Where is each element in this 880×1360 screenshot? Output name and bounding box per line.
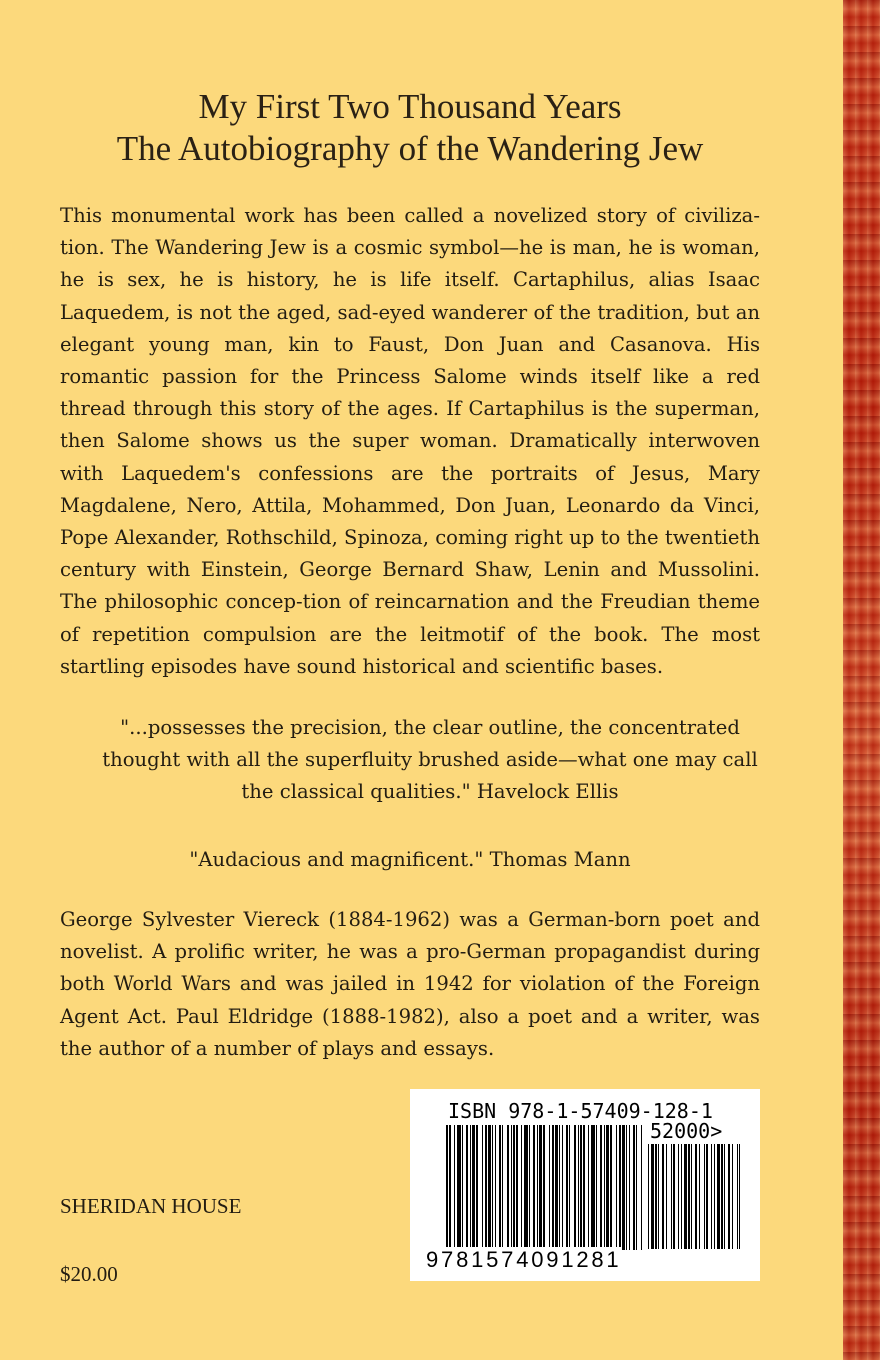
barcode-bar bbox=[513, 1125, 515, 1250]
barcode-bar bbox=[499, 1125, 501, 1250]
barcode-bar bbox=[454, 1125, 455, 1250]
barcode-bar bbox=[678, 1144, 679, 1249]
barcode-bar bbox=[666, 1144, 667, 1249]
barcode-bar bbox=[578, 1125, 579, 1250]
description-paragraph: This monumental work has been called a novelized story of civiliza-tion. The Wandering Jew is a cosmic symbol—he is man, he is woman, he is sex, he is history, he is life itself. Cartaphilus, alias Isaac Laquedem, is not the aged, sad-eyed wanderer of the tradition, but an elegant young man, kin to Faust, Don Juan and Casanova. His romantic passion for the Princess Salome winds itself like a red thread through this story of the ages. If Cartaphilus is the superman, then Salome shows us the super woman. Dramatically interwoven with Laquedem's confessions are the portraits of Jesus, Mary Magdalene, Nero, Attila, Mohammed, Don Juan, Leonardo da Vinci, Pope Alexander, Rothschild, Spinoza, coming right up to the twentieth century with Einstein, George Bernard Shaw, Lenin and Mussolini. The philosophic concep-tion of reincarnation and the Freudian theme of repetition compulsion are the leitmotif of the book. The most startling episodes have sound historical and scientific bases. bbox=[60, 204, 760, 678]
barcode-bar bbox=[559, 1125, 560, 1250]
barcode-bar bbox=[502, 1125, 503, 1250]
barcode-bar bbox=[655, 1144, 657, 1249]
price-code-label: 52000> bbox=[650, 1119, 723, 1143]
barcode-bar bbox=[717, 1144, 720, 1249]
barcode-bar bbox=[492, 1125, 493, 1250]
barcode-bar bbox=[691, 1144, 692, 1249]
barcode-bar bbox=[552, 1125, 554, 1250]
barcode-bar bbox=[684, 1144, 687, 1249]
barcode-bar bbox=[737, 1144, 738, 1249]
barcode-bar bbox=[604, 1125, 605, 1250]
barcode-bar bbox=[476, 1125, 478, 1250]
barcode-bar bbox=[732, 1144, 733, 1249]
book-title: My First Two Thousand Years bbox=[198, 87, 622, 126]
quote-line-3: the classical qualities." Havelock Ellis bbox=[241, 780, 619, 803]
barcode-bar bbox=[472, 1125, 475, 1250]
barcode-bar bbox=[539, 1125, 542, 1250]
barcode-bar bbox=[470, 1125, 471, 1250]
price-addon-bars bbox=[648, 1144, 740, 1249]
barcode-bar bbox=[636, 1125, 637, 1250]
barcode-bar bbox=[555, 1125, 558, 1250]
barcode-bar bbox=[466, 1125, 468, 1250]
barcode-bar bbox=[629, 1125, 630, 1250]
barcode-bar bbox=[711, 1144, 712, 1249]
barcode-bar bbox=[739, 1144, 740, 1249]
barcode-bar bbox=[588, 1125, 589, 1250]
barcode-bar bbox=[616, 1125, 617, 1250]
barcode-bar bbox=[446, 1125, 448, 1250]
barcode-bar bbox=[591, 1125, 595, 1250]
barcode-bar bbox=[566, 1125, 568, 1250]
barcode-bar bbox=[495, 1125, 496, 1250]
publisher-name: SHERIDAN HOUSE bbox=[60, 1194, 242, 1218]
barcode-bar bbox=[662, 1144, 664, 1249]
barcode-bar bbox=[721, 1144, 723, 1249]
barcode-bar bbox=[507, 1125, 509, 1250]
barcode-digits: 9781574091281 bbox=[426, 1247, 622, 1272]
barcode-bar bbox=[606, 1125, 609, 1250]
isbn-barcode bbox=[410, 1089, 760, 1281]
barcode-bar bbox=[462, 1125, 463, 1250]
book-subtitle: The Autobiography of the Wandering Jew bbox=[116, 129, 704, 168]
barcode-bar bbox=[488, 1125, 491, 1250]
barcode-bar bbox=[529, 1125, 530, 1250]
barcode-bar bbox=[482, 1125, 483, 1250]
barcode-bar bbox=[688, 1144, 690, 1249]
barcode-bar bbox=[583, 1125, 585, 1250]
barcode-bar bbox=[516, 1125, 518, 1250]
barcode-bar bbox=[610, 1125, 612, 1250]
barcode-bar bbox=[706, 1144, 708, 1249]
barcode-bar bbox=[681, 1144, 682, 1249]
barcode-bar bbox=[671, 1144, 672, 1249]
barcode-bar bbox=[533, 1125, 535, 1250]
barcode-bar bbox=[724, 1144, 725, 1249]
barcode-bar bbox=[600, 1125, 602, 1250]
barcode-bar bbox=[641, 1125, 642, 1250]
book-price: $20.00 bbox=[60, 1262, 118, 1286]
quote-line-1: "...possesses the precision, the clear outline, the concentrated bbox=[120, 716, 740, 739]
barcode-bar bbox=[549, 1125, 550, 1250]
barcode-bar bbox=[699, 1144, 700, 1249]
barcode-bar bbox=[728, 1144, 730, 1249]
barcode-bar bbox=[619, 1125, 621, 1250]
isbn-label: ISBN 978-1-57409-128-1 bbox=[448, 1099, 713, 1123]
barcode-bar bbox=[511, 1125, 512, 1250]
barcode-bar bbox=[633, 1125, 635, 1250]
barcode-bar bbox=[626, 1125, 627, 1250]
barcode-bar bbox=[457, 1125, 461, 1250]
author-bio-paragraph: George Sylvester Viereck (1884-1962) was a German-born poet and novelist. A prolific writer, he was a pro-German propagandist during both World Wars and was jailed in 1942 for violation of the Foreign Agent Act. Paul Eldridge (1888-1982), also a poet and a writer, was the author of a number of plays and essays. bbox=[60, 908, 760, 1060]
barcode-bar bbox=[648, 1144, 649, 1249]
barcode-bar bbox=[658, 1144, 659, 1249]
quote-line-2: thought with all the superfluity brushed aside—what one may call bbox=[102, 748, 758, 771]
barcode-bar bbox=[449, 1125, 451, 1250]
barcode-bar bbox=[537, 1125, 538, 1250]
thomas-mann-quote: "Audacious and magnificent." Thomas Mann bbox=[189, 848, 631, 871]
barcode-bar bbox=[596, 1125, 597, 1250]
barcode-bar bbox=[714, 1144, 715, 1249]
barcode-bar bbox=[651, 1144, 654, 1249]
barcode-bar bbox=[574, 1125, 576, 1250]
barcode-bar bbox=[580, 1125, 582, 1250]
spine-edge-artwork bbox=[843, 0, 880, 1360]
barcode-bar bbox=[524, 1125, 528, 1250]
havelock-ellis-quote bbox=[60, 712, 800, 808]
barcode-bar bbox=[543, 1125, 545, 1250]
barcode-bar bbox=[521, 1125, 522, 1250]
barcode-bar bbox=[673, 1144, 675, 1249]
barcode-bar bbox=[485, 1125, 487, 1250]
barcode-bar bbox=[695, 1144, 697, 1249]
barcode-bar bbox=[569, 1125, 570, 1250]
barcode-bar bbox=[704, 1144, 705, 1249]
barcode-bar bbox=[562, 1125, 563, 1250]
barcode-bar bbox=[622, 1125, 625, 1250]
ean13-bars bbox=[446, 1125, 642, 1250]
